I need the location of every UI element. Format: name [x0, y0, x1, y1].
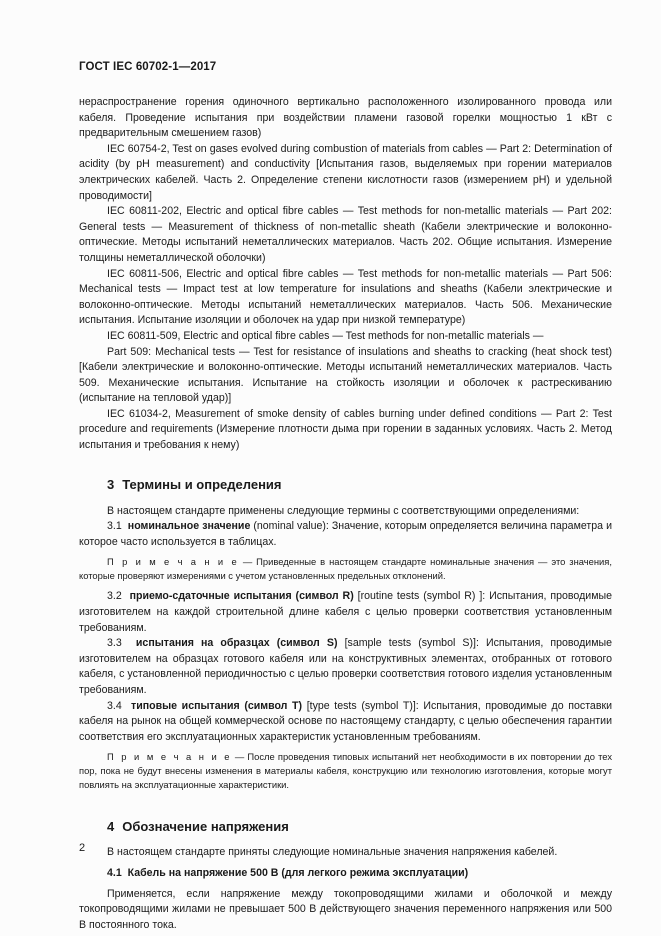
- reference-paragraph: нераспространение горения одиночного вертикально расположенного изолированного провода или кабеля. Проведение испытания при воздействии пламени газовой горелки мощностью 1 кВт с предварительным смешением газов): [79, 96, 612, 140]
- subsection-text: Применяется, если напряжение между токопроводящими жилами и оболочкой и между токопроводящими жилами не превышает 500 В действующего значения переменного напряжения или 500 В постоянного тока.: [79, 887, 612, 931]
- term-text: (nominal value): Значение, которым определяется величина параметра и которое часто используется в таблицах.: [79, 520, 612, 548]
- section-title: Обозначение напряжения: [122, 819, 289, 835]
- term-definition: [79, 589, 612, 636]
- term-number: 3.2: [107, 590, 122, 603]
- reference-paragraph: IEC 61034-2, Measurement of smoke density of cables burning under defined conditions — Part 2: Test procedure and requirements (Измерение плотности дыма при горении в заданных условиях. Часть 2. Метод испытания и требования к нему): [79, 407, 612, 452]
- section-number: 4: [107, 819, 115, 835]
- section-intro: В настоящем стандарте применены следующие термины с соответствующими определениями:: [107, 504, 580, 517]
- subsection-heading: [79, 866, 612, 882]
- page-number: 2: [79, 842, 86, 854]
- reference-paragraph: IEC 60811-509, Electric and optical fibre cables — Test methods for non-metallic materials —: [107, 329, 544, 342]
- term-name: номинальное значение: [127, 520, 251, 533]
- section-number: 3: [107, 476, 115, 492]
- term-name: типовые испытания (символ T): [131, 699, 303, 712]
- term-number: 3.4: [107, 699, 122, 712]
- term-definition: [79, 699, 612, 746]
- reference-paragraph: IEC 60754-2, Test on gases evolved during combustion of materials from cables — Part 2: Determination of acidity (by pH measurement) and conductivity [Испытания газов, выделяемых при горении материалов электрических кабелей. Часть 2. Определение степени кислотности газов (измерением pH) и удельной проводимости]: [79, 142, 612, 202]
- section-title: Термины и определения: [122, 476, 282, 492]
- note: [79, 555, 612, 583]
- term-text: [sample tests (symbol S)]: Испытания, проводимые изготовителем на образцах готового кабеля или на конструктивных элементах, отобранных от готового кабеля, с установленной периодичностью с целью проверки соответствия готового изделия установленным требованиям.: [79, 637, 612, 696]
- page-content: [79, 95, 612, 933]
- reference-paragraph: IEC 60811-202, Electric and optical fibre cables — Test methods for non-metallic materials — Part 202: General tests — Measurement of thickness of non-metallic sheath (Кабели электрические и волоконно-оптические. Методы испытаний неметаллических материалов. Часть 202. Общие испытания. Измерение толщины неметаллической оболочки): [79, 205, 612, 264]
- term-definition: [79, 519, 612, 550]
- term-name: испытания на образцах (символ S): [135, 637, 338, 650]
- note-text: — Приведенные в настоящем стандарте номинальные значения — это значения, которые проверяют измерениями с учетом установленных предельных отклонений.: [79, 556, 612, 582]
- subsection-number: 4.1: [107, 866, 122, 879]
- section-4-heading: [79, 818, 612, 836]
- section-intro: В настоящем стандарте приняты следующие номинальные значения напряжения кабелей.: [107, 846, 558, 859]
- term-number: 3.3: [107, 637, 122, 650]
- section-3-heading: [79, 476, 612, 494]
- term-text: [routine tests (symbol R) ]: Испытания, проводимые изготовителем на каждой строительной длине кабеля с целью проверки соответствия установленным требованиям.: [79, 590, 612, 634]
- reference-paragraph: Part 509: Mechanical tests — Test for resistance of insulations and sheaths to cracking (heat shock test) [Кабели электрические и волоконно-оптические. Методы испытаний неметаллических материалов. Часть 509. Механические испытания. Испытание на стойкость изоляции и оболочек к растрескиванию (испытание на тепловой удар)]: [79, 345, 612, 405]
- note: [79, 750, 612, 792]
- note-label: П р и м е ч а н и е: [107, 751, 232, 763]
- term-text: [type tests (symbol T)]: Испытания, проводимые до поставки кабеля на рынок на общей коммерческой основе по настоящему стандарту, с целью обеспечения гарантии соответствия его эксплуатационных характеристик установленным требованиям.: [79, 699, 612, 743]
- subsection-title: Кабель на напряжение 500 В (для легкого режима эксплуатации): [127, 866, 469, 879]
- reference-paragraph: IEC 60811-506, Electric and optical fibre cables — Test methods for non-metallic materials — Part 506: Mechanical tests — Impact test at low temperature for insulations and sheaths (Кабели электрические и волоконно-оптические. Методы испытаний неметаллических материалов. Часть 506. Механические испытания. Испытание изоляции и оболочек на удар при низкой температуре): [79, 267, 612, 327]
- term-number: 3.1: [107, 520, 122, 533]
- note-label: П р и м е ч а н и е: [107, 556, 239, 568]
- term-name: приемо-сдаточные испытания (символ R): [129, 590, 354, 603]
- document-header: ГОСТ IEC 60702-1—2017: [79, 61, 217, 73]
- note-text: — После проведения типовых испытаний нет необходимости в их повторении до тех пор, пока не будут внесены изменения в материалы кабеля, конструкцию или технологию изготовления, которые могут повлиять на эксплуатационные характеристики.: [79, 751, 613, 791]
- term-definition: [79, 636, 612, 698]
